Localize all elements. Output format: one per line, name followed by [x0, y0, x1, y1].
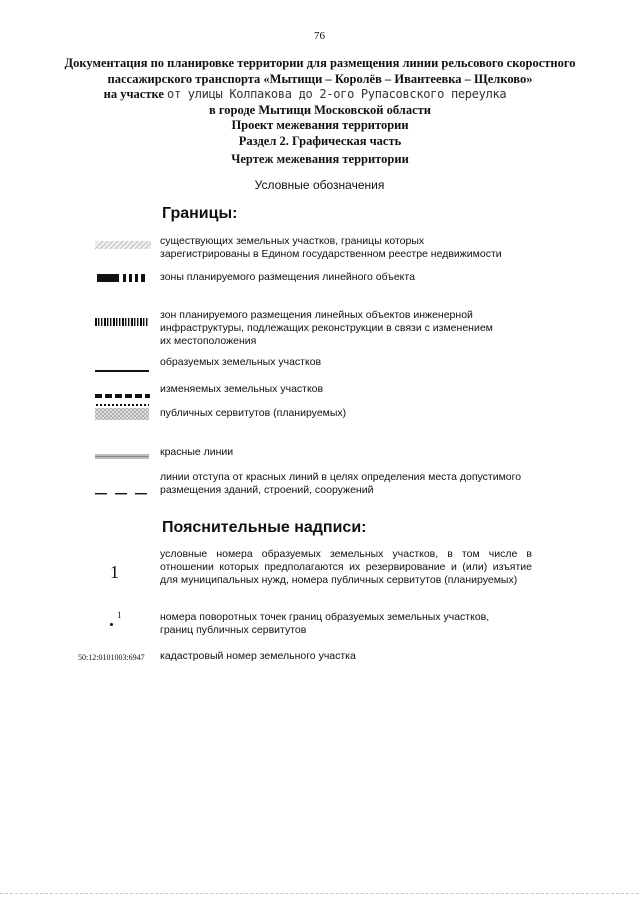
existing-parcel-symbol: [95, 238, 151, 256]
page-bottom-rule: [0, 893, 639, 894]
legend-item-turning-points: номера поворотных точек границ образуемых земельных участков, границ публичных сервитутов: [160, 611, 490, 636]
legend-item-changed-parcels: изменяемых земельных участков: [160, 383, 324, 395]
title-line-3-prefix: на участке: [103, 87, 164, 101]
public-easement-symbol: [95, 403, 151, 428]
page-number: 76: [314, 30, 325, 42]
setback-line-symbol: [95, 483, 151, 501]
turning-point-dot: [110, 623, 113, 626]
infrastructure-zone-symbol: [95, 314, 151, 332]
notes-heading: Пояснительные надписи:: [162, 519, 367, 536]
title-line-6: Раздел 2. Графическая часть: [238, 133, 402, 148]
parcel-number-symbol: 1: [110, 562, 119, 582]
legend-item-setback-lines: линии отступа от красных линий в целях определения места допустимого размещения зданий, строений, сооружений: [160, 471, 522, 496]
legend-item-public-easements: публичных сервитутов (планируемых): [160, 407, 347, 419]
title-line-5: Проект межевания территории: [231, 118, 409, 132]
legend-item-linear-object-zone: зоны планируемого размещения линейного объекта: [160, 271, 415, 283]
title-line-3: [0, 87, 620, 103]
legend-item-parcel-numbers: условные номера образуемых земельных участков, в том числе в отношении которых предполагаются их резервирование и (или) изъятие для муниципальных нужд, номера публичных сервитутов (планируемых): [160, 548, 532, 586]
linear-object-zone-symbol: [95, 270, 151, 288]
title-line-3-handwritten: от улицы Колпакова до 2-ого Рупасовского переулка: [167, 87, 507, 101]
cadastral-number-symbol: 50:12:0101003:6947: [78, 653, 145, 662]
legend-item-existing-parcels: существующих земельных участков, границы которых зарегистрированы в Едином государственном реестре недвижимости: [160, 235, 502, 260]
turning-point-number-symbol: 1: [117, 610, 122, 620]
legend-heading: Условные обозначения: [254, 178, 385, 192]
legend-item-cadastral-number: кадастровый номер земельного участка: [160, 650, 356, 662]
title-line-2: пассажирского транспорта «Мытищи – Королёв – Ивантеевка – Щелково»: [107, 71, 533, 86]
title-line-7: Чертеж межевания территории: [231, 152, 409, 166]
red-line-symbol: [95, 448, 151, 466]
title-line-1: Документация по планировке территории для размещения линии рельсового скоростного: [64, 56, 576, 70]
title-line-4: в городе Мытищи Московской области: [209, 102, 431, 117]
changed-parcel-symbol: [95, 386, 151, 404]
legend-item-infrastructure-zone: зон планируемого размещения линейных объектов инженерной инфраструктуры, подлежащих реконструкции в связи с изменением их местоположения: [160, 309, 493, 347]
boundaries-heading: Границы:: [162, 205, 238, 222]
legend-item-red-lines: красные линии: [160, 446, 234, 458]
formed-parcel-symbol: [95, 360, 151, 378]
document-title: [20, 56, 620, 168]
legend-item-formed-parcels: образуемых земельных участков: [160, 356, 322, 368]
